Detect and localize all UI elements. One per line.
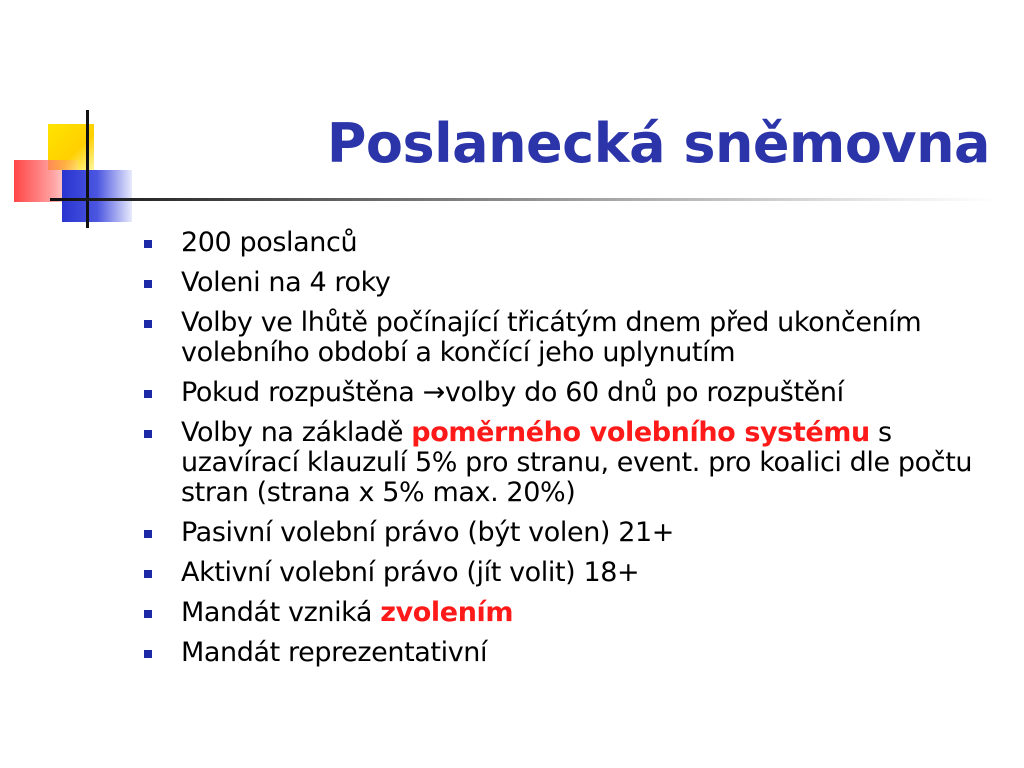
- slide-title: Poslanecká sněmovna: [326, 112, 990, 175]
- square-bullet-icon: [144, 280, 152, 288]
- square-bullet-icon: [144, 610, 152, 618]
- bullet-list: [140, 228, 1000, 668]
- arrow-right-icon: →: [422, 377, 445, 408]
- list-item: [140, 268, 1000, 298]
- list-item: [140, 558, 1000, 588]
- list-item-text: Mandát reprezentativní: [181, 637, 488, 668]
- list-item-text: Pasivní volební právo (být volen) 21+: [181, 517, 675, 548]
- list-item: [140, 378, 1000, 408]
- list-item-text: Mandát vzniká: [181, 597, 381, 628]
- list-item: [140, 598, 1000, 628]
- square-bullet-icon: [144, 650, 152, 658]
- highlighted-term: zvolením: [380, 597, 514, 628]
- highlighted-term: poměrného volebního systému: [411, 417, 870, 448]
- list-item-text: Volby ve lhůtě počínající třicátým dnem před ukončením volebního období a končící jeho uplynutím: [181, 307, 922, 368]
- list-item: [140, 418, 1000, 508]
- list-item-text: Voleni na 4 roky: [181, 267, 391, 298]
- list-item-text: Pokud rozpuštěna: [181, 377, 423, 408]
- list-item: [140, 638, 1000, 668]
- list-item: [140, 228, 1000, 258]
- list-item: [140, 308, 1000, 368]
- slide-content: [140, 228, 1000, 678]
- list-item-text: s uzavírací klauzulí 5% pro stranu, event. pro koalici dle počtu stran (strana x 5% max. 20%): [181, 417, 973, 508]
- logo-blue-square: [62, 170, 132, 222]
- square-bullet-icon: [144, 240, 152, 248]
- title-divider: [60, 198, 1000, 201]
- square-bullet-icon: [144, 570, 152, 578]
- list-item-text: 200 poslanců: [181, 227, 358, 258]
- square-bullet-icon: [144, 390, 152, 398]
- square-bullet-icon: [144, 530, 152, 538]
- logo-vertical-line: [86, 110, 89, 228]
- square-bullet-icon: [144, 430, 152, 438]
- list-item-text: Aktivní volební právo (jít volit) 18+: [181, 557, 640, 588]
- list-item-text: Volby na základě: [181, 417, 412, 448]
- list-item: [140, 518, 1000, 548]
- square-bullet-icon: [144, 320, 152, 328]
- decorative-logo: [0, 0, 180, 240]
- list-item-text: volby do 60 dnů po rozpuštění: [444, 377, 844, 408]
